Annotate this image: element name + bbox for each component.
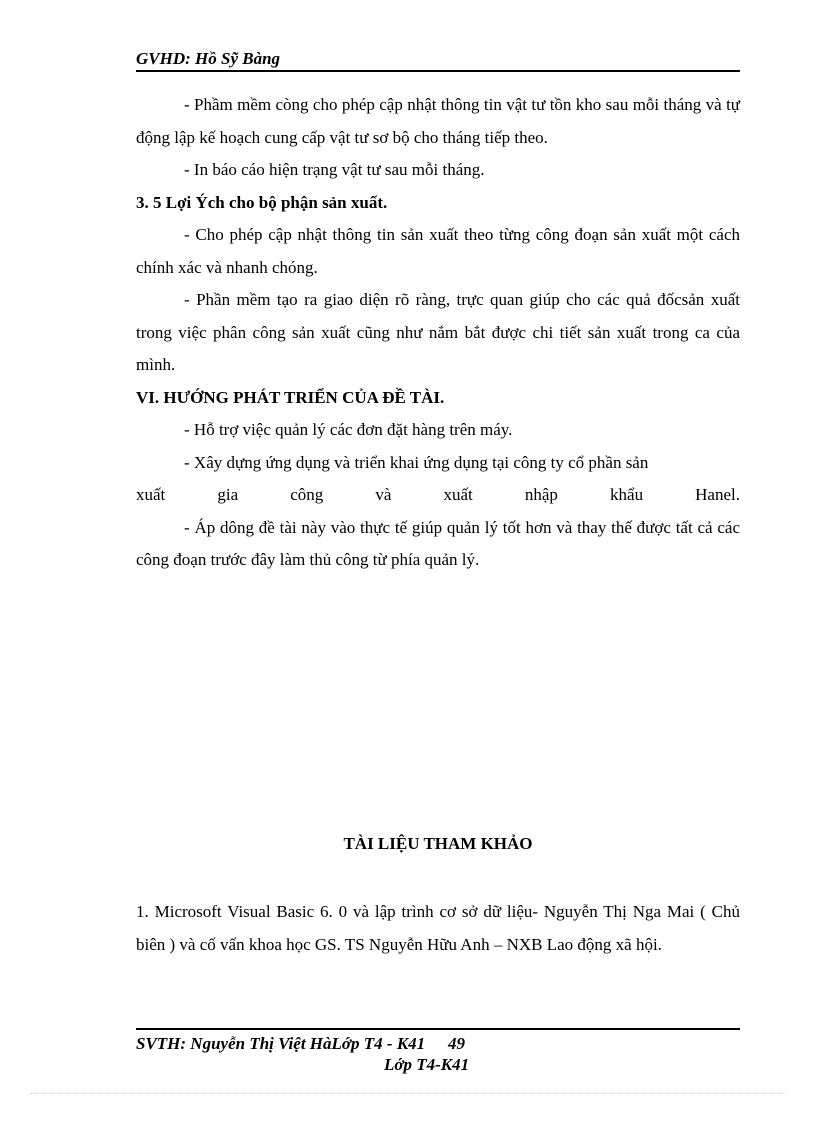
- paragraph: - Xây dựng ứng dụng và triển khai ứng dụng tại công ty cổ phần sản: [184, 452, 649, 472]
- footer-author: SVTH: Nguyễn Thị Việt HàLớp T4 - K41: [136, 1034, 426, 1053]
- section-heading: VI. HƯỚNG PHÁT TRIỂN CỦA ĐỀ TÀI.: [136, 387, 445, 407]
- paragraph: xuất gia công và xuất nhập khẩu Hanel.: [136, 485, 740, 504]
- page-header: [136, 49, 740, 72]
- footer-class: Lớp T4-K41: [384, 1055, 470, 1074]
- body-text: [136, 89, 740, 577]
- paragraph: - In báo cáo hiện trạng vật tư sau mỗi tháng.: [184, 160, 485, 179]
- paragraph: - Phầm mềm còng cho phép cập nhật thông tin vật tư tồn kho sau mỗi tháng và tự động lập kế hoạch cung cấp vật tư sơ bộ cho tháng tiếp theo.: [136, 95, 740, 147]
- paragraph: - Phần mềm tạo ra giao diện rõ ràng, trực quan giúp cho các quả đốcsản xuất trong việc phân công sản xuất cũng như nắm bắt được chi tiết sản xuất trong ca của mình.: [136, 290, 740, 374]
- references-title: TÀI LIỆU THAM KHẢO: [343, 834, 533, 853]
- paragraph: - Cho phép cập nhật thông tin sản xuất theo từng công đoạn sản xuất một cách chính xác và nhanh chóng.: [136, 225, 740, 277]
- footer-divider: [136, 1028, 740, 1030]
- paragraph: - Hỗ trợ việc quản lý các đơn đặt hàng trên máy.: [184, 420, 513, 439]
- reference-item: 1. Microsoft Visual Basic 6. 0 và lập trình cơ sở dữ liệu- Nguyễn Thị Nga Mai ( Chủ biên ) và cố vấn khoa học GS. TS Nguyễn Hữu Anh – NXB Lao động xã hội.: [136, 902, 740, 954]
- header-text: GVHD: Hồ Sỹ Bàng: [136, 49, 281, 68]
- paragraph: - Áp dông đề tài này vào thực tế giúp quản lý tốt hơn và thay thế được tất cả các công đoạn trước đây làm thủ công từ phía quản lý.: [136, 517, 740, 569]
- page-bottom-edge: [30, 1093, 786, 1094]
- page-number: 49: [448, 1034, 465, 1053]
- section-heading: 3. 5 Lợi Ých cho bộ phận sản xuất.: [136, 192, 388, 212]
